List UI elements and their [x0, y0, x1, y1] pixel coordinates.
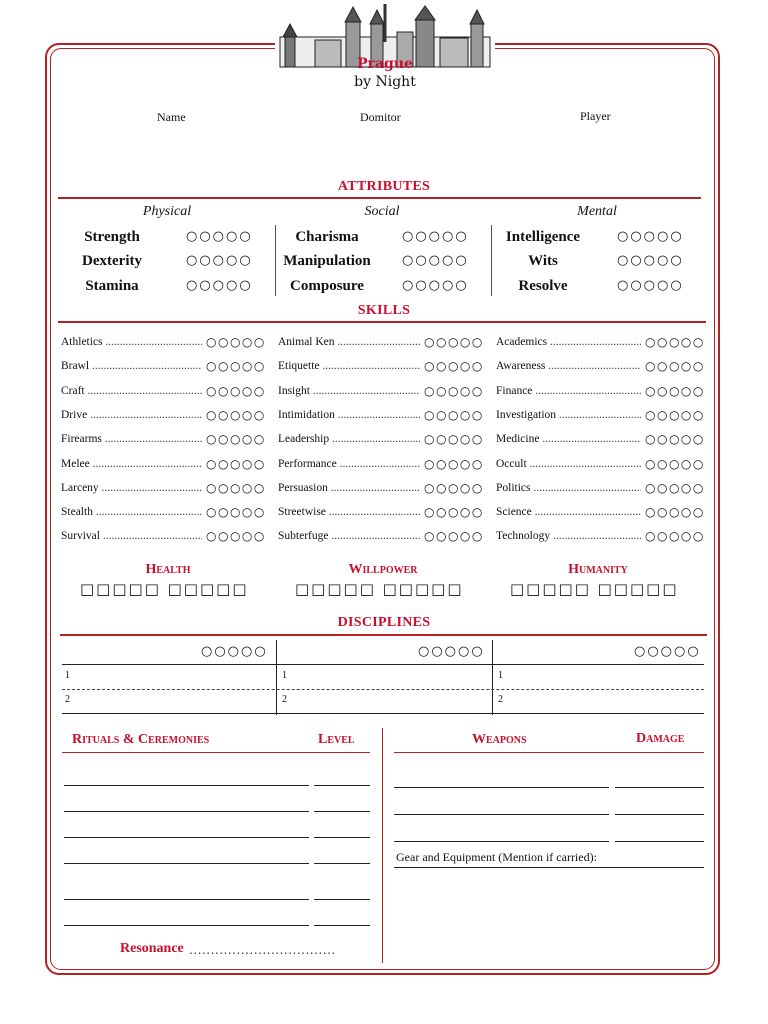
- attr-resolve-dots[interactable]: ○○○○○: [617, 278, 684, 293]
- rituals-divider: [62, 752, 370, 753]
- skills-title: SKILLS: [357, 303, 411, 318]
- disc-1-power-num-1: 1: [65, 670, 70, 681]
- weapon-damage-line[interactable]: [615, 814, 704, 815]
- ritual-level-line[interactable]: [314, 863, 370, 864]
- skill-etiquette-dots[interactable]: ○○○○○: [424, 359, 484, 373]
- discipline-3-dots[interactable]: ○○○○○: [634, 644, 701, 659]
- willpower-boxes[interactable]: □□□□□ □□□□□: [295, 580, 464, 598]
- logo-prague-text: Prague: [357, 56, 413, 72]
- skill-intimidation: Intimidation .....: [278, 409, 420, 421]
- attr-dexterity: Dexterity: [82, 253, 142, 269]
- disc-3-power-num-2: 2: [498, 694, 503, 705]
- skill-occult: Occult .....: [496, 458, 641, 470]
- skill-politics-dots[interactable]: ○○○○○: [645, 481, 705, 495]
- attr-intelligence: Intelligence: [505, 229, 581, 245]
- domitor-label: Domitor: [360, 110, 401, 124]
- attr-strength-dots[interactable]: ○○○○○: [186, 229, 253, 244]
- ritual-level-line[interactable]: [314, 811, 370, 812]
- skill-medicine: Medicine .....: [496, 433, 641, 445]
- weapons-divider: [394, 752, 704, 753]
- weapon-damage-line[interactable]: [615, 841, 704, 842]
- skill-awareness-dots[interactable]: ○○○○○: [645, 359, 705, 373]
- skill-firearms: Firearms .....: [61, 433, 202, 445]
- disc-power-line-1[interactable]: [62, 689, 704, 690]
- skill-investigation: Investigation .....: [496, 409, 641, 421]
- disc-name-line[interactable]: [62, 664, 704, 665]
- attr-strength: Strength: [84, 229, 140, 245]
- skill-finance-dots[interactable]: ○○○○○: [645, 384, 705, 398]
- ritual-name-line[interactable]: [64, 785, 309, 786]
- skill-larceny-dots[interactable]: ○○○○○: [206, 481, 266, 495]
- skill-drive: Drive .....: [61, 409, 202, 421]
- skill-leadership-dots[interactable]: ○○○○○: [424, 432, 484, 446]
- discipline-2-dots[interactable]: ○○○○○: [418, 644, 485, 659]
- disc-2-power-num-2: 2: [282, 694, 287, 705]
- skill-subterfuge-dots[interactable]: ○○○○○: [424, 529, 484, 543]
- skill-brawl-dots[interactable]: ○○○○○: [206, 359, 266, 373]
- attr-charisma-dots[interactable]: ○○○○○: [402, 229, 469, 244]
- disciplines-title: DISCIPLINES: [337, 615, 431, 630]
- skill-insight: Insight .....: [278, 385, 420, 397]
- gear-line[interactable]: [394, 867, 704, 868]
- damage-title: Damage: [636, 731, 685, 746]
- skill-firearms-dots[interactable]: ○○○○○: [206, 432, 266, 446]
- physical-category: Physical: [142, 204, 192, 219]
- disc-col-divider-1: [276, 640, 277, 715]
- skill-performance-dots[interactable]: ○○○○○: [424, 457, 484, 471]
- skill-brawl: Brawl .....: [61, 360, 202, 372]
- attr-composure-dots[interactable]: ○○○○○: [402, 278, 469, 293]
- skill-finance: Finance .....: [496, 385, 641, 397]
- mental-category: Mental: [577, 204, 617, 219]
- skill-science: Science .....: [496, 506, 641, 518]
- weapon-name-line[interactable]: [394, 787, 609, 788]
- social-category: Social: [364, 204, 400, 219]
- logo-by-night-text: by Night: [354, 74, 416, 90]
- weapon-name-line[interactable]: [394, 841, 609, 842]
- discipline-1-dots[interactable]: ○○○○○: [201, 644, 268, 659]
- skill-performance: Performance .....: [278, 458, 420, 470]
- ritual-name-line[interactable]: [64, 837, 309, 838]
- skill-craft-dots[interactable]: ○○○○○: [206, 384, 266, 398]
- weapons-title: Weapons: [472, 732, 527, 747]
- skill-drive-dots[interactable]: ○○○○○: [206, 408, 266, 422]
- skill-stealth-dots[interactable]: ○○○○○: [206, 505, 266, 519]
- skill-etiquette: Etiquette .....: [278, 360, 420, 372]
- skill-melee-dots[interactable]: ○○○○○: [206, 457, 266, 471]
- skill-larceny: Larceny .....: [61, 482, 202, 494]
- skill-streetwise: Streetwise .....: [278, 506, 420, 518]
- resonance-label: Resonance: [120, 941, 184, 956]
- attr-charisma: Charisma: [295, 229, 359, 245]
- attr-dexterity-dots[interactable]: ○○○○○: [186, 253, 253, 268]
- skill-insight-dots[interactable]: ○○○○○: [424, 384, 484, 398]
- skill-athletics: Athletics .....: [61, 336, 202, 348]
- weapon-damage-line[interactable]: [615, 787, 704, 788]
- disc-2-power-num-1: 1: [282, 670, 287, 681]
- attr-intelligence-dots[interactable]: ○○○○○: [617, 229, 684, 244]
- prague-by-night-logo: [275, 2, 495, 92]
- attr-stamina: Stamina: [85, 278, 139, 294]
- attr-manipulation: Manipulation: [283, 253, 371, 269]
- weapon-name-line[interactable]: [394, 814, 609, 815]
- name-label: Name: [157, 110, 186, 124]
- rituals-weapons-divider: [382, 728, 383, 963]
- attr-stamina-dots[interactable]: ○○○○○: [186, 278, 253, 293]
- skill-athletics-dots[interactable]: ○○○○○: [206, 335, 266, 349]
- skill-subterfuge: Subterfuge .....: [278, 530, 420, 542]
- skill-streetwise-dots[interactable]: ○○○○○: [424, 505, 484, 519]
- skill-persuasion: Persuasion .....: [278, 482, 420, 494]
- willpower-title: Willpower: [348, 562, 418, 577]
- attr-wits-dots[interactable]: ○○○○○: [617, 253, 684, 268]
- ritual-level-line[interactable]: [314, 925, 370, 926]
- skill-occult-dots[interactable]: ○○○○○: [645, 457, 705, 471]
- skill-stealth: Stealth .....: [61, 506, 202, 518]
- skill-craft: Craft .....: [61, 385, 202, 397]
- ritual-level-line[interactable]: [314, 785, 370, 786]
- attr-wits: Wits: [528, 253, 558, 269]
- skill-technology-dots[interactable]: ○○○○○: [645, 529, 705, 543]
- ritual-name-line[interactable]: [64, 811, 309, 812]
- skill-investigation-dots[interactable]: ○○○○○: [645, 408, 705, 422]
- disc-power-line-2[interactable]: [62, 713, 704, 714]
- ritual-name-line[interactable]: [64, 863, 309, 864]
- skill-melee: Melee .....: [61, 458, 202, 470]
- ritual-level-line[interactable]: [314, 837, 370, 838]
- skill-medicine-dots[interactable]: ○○○○○: [645, 432, 705, 446]
- humanity-boxes[interactable]: □□□□□ □□□□□: [510, 580, 679, 598]
- skills-divider: [58, 321, 706, 323]
- attr-composure: Composure: [290, 278, 364, 294]
- disc-col-divider-2: [492, 640, 493, 715]
- attributes-title: ATTRIBUTES: [337, 179, 431, 194]
- skill-awareness: Awareness .....: [496, 360, 641, 372]
- skill-technology: Technology .....: [496, 530, 641, 542]
- rituals-title: Rituals & Ceremonies: [72, 732, 210, 747]
- skill-survival-dots[interactable]: ○○○○○: [206, 529, 266, 543]
- humanity-title: Humanity: [568, 562, 628, 577]
- gear-equipment-label: Gear and Equipment (Mention if carried):: [396, 850, 597, 864]
- attr-manipulation-dots[interactable]: ○○○○○: [402, 253, 469, 268]
- health-boxes[interactable]: □□□□□ □□□□□: [80, 580, 249, 598]
- skill-persuasion-dots[interactable]: ○○○○○: [424, 481, 484, 495]
- skill-animal-ken-dots[interactable]: ○○○○○: [424, 335, 484, 349]
- skill-academics-dots[interactable]: ○○○○○: [645, 335, 705, 349]
- skill-survival: Survival .....: [61, 530, 202, 542]
- attributes-divider: [58, 197, 701, 199]
- resonance-field[interactable]: ..................................: [189, 943, 336, 957]
- disciplines-divider: [60, 634, 707, 636]
- skill-science-dots[interactable]: ○○○○○: [645, 505, 705, 519]
- ritual-level-line[interactable]: [314, 899, 370, 900]
- disc-1-power-num-2: 2: [65, 694, 70, 705]
- ritual-name-line[interactable]: [64, 925, 309, 926]
- player-label: Player: [580, 109, 611, 123]
- skill-animal-ken: Animal Ken .....: [278, 336, 420, 348]
- skill-politics: Politics .....: [496, 482, 641, 494]
- health-title: Health: [145, 562, 191, 577]
- disc-3-power-num-1: 1: [498, 670, 503, 681]
- attr-resolve: Resolve: [518, 278, 568, 294]
- skill-academics: Academics .....: [496, 336, 641, 348]
- rituals-level-title: Level: [318, 732, 355, 747]
- skill-leadership: Leadership .....: [278, 433, 420, 445]
- skill-intimidation-dots[interactable]: ○○○○○: [424, 408, 484, 422]
- ritual-name-line[interactable]: [64, 899, 309, 900]
